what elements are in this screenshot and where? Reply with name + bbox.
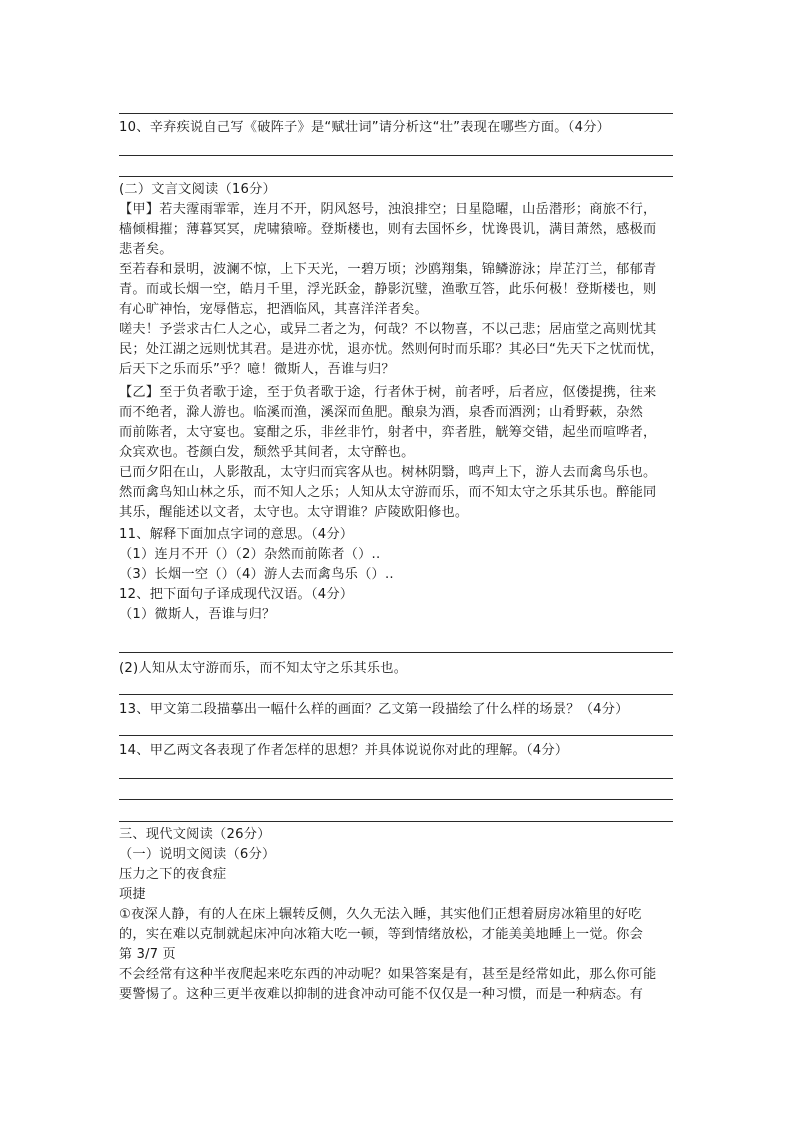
answer-line [119, 735, 673, 736]
passage-line: 然而禽鸟知山林之乐，而不知人之乐；人知从太守游而乐，而不知太守之乐其乐也。醉能同 [119, 485, 657, 500]
article-title: 压力之下的夜食症 [119, 867, 227, 882]
passage-line: 而不绝者，滁人游也。临溪而渔，溪深而鱼肥。酿泉为酒，泉香而酒洌；山肴野蔌，杂然 [119, 405, 644, 420]
passage-line: 众宾欢也。苍颜白发，颓然乎其间者，太守醉也。 [119, 445, 415, 460]
question-11-items-a: （1）连月不开（）（2）杂然而前陈者（）.. [119, 547, 381, 562]
question-12-sentence-2: (2)人知从太守游而乐，而不知太守之乐其乐也。 [119, 661, 408, 676]
passage-line: 有心旷神怡，宠辱偕忘，把酒临风，其喜洋洋者矣。 [119, 302, 429, 317]
exam-page [119, 0, 673, 1123]
page-number: 第 3/7 页 [119, 947, 176, 962]
answer-line [119, 799, 673, 800]
passage-line: 青。而或长烟一空，皓月千里，浮光跃金，静影沉璧，渔歌互答，此乐何极！登斯楼也，则 [119, 282, 657, 297]
passage-jia [119, 200, 673, 380]
answer-line [119, 176, 673, 177]
question-13: 13、甲文第二段描摹出一幅什么样的画面？乙文第一段描绘了什么样的场景？（4分） [119, 702, 629, 717]
section-heading-classical: (二）文言文阅读（16分） [119, 182, 277, 197]
answer-line [119, 694, 673, 695]
answer-line [119, 821, 673, 822]
question-11: 11、解释下面加点字词的意思。（4分） [119, 527, 354, 542]
question-12-sentence-1: （1）微斯人，吾谁与归？ [119, 607, 276, 622]
subsection-heading: （一）说明文阅读（6分） [119, 847, 276, 862]
article-paragraph-line: 要警惕了。这种三更半夜难以抑制的进食冲动可能不仅仅是一种习惯，而是一种病态。有 [119, 987, 644, 1002]
passage-line: 其乐，醒能述以文者，太守也。太守谓谁？庐陵欧阳修也。 [119, 505, 469, 520]
article-author: 项捷 [119, 887, 146, 902]
passage-line: 民；处江湖之远则忧其君。是进亦忧，退亦忧。然则何时而乐耶？其必曰“先天下之忧而忧， [119, 342, 664, 357]
passage-line: 【甲】若夫霪雨霏霏，连月不开，阴风怒号，浊浪排空；日星隐曜，山岳潜形；商旅不行， [119, 202, 657, 217]
article-paragraph-line: 的，实在难以克制就起床冲向冰箱大吃一顿，等到情绪放松，才能美美地睡上一觉。你会 [119, 927, 644, 942]
passage-line: 后天下之乐而乐”乎？噫！微斯人，吾谁与归？ [119, 362, 395, 377]
article-paragraph-line: 不会经常有这种半夜爬起来吃东西的冲动呢？如果答案是有，甚至是经常如此，那么你可能 [119, 967, 657, 982]
passage-line: 樯倾楫摧；薄暮冥冥，虎啸猿啼。登斯楼也，则有去国怀乡，忧谗畏讥，满目萧然，感极而 [119, 222, 657, 237]
questions-11-12 [119, 525, 673, 625]
question-12: 12、把下面句子译成现代汉语。（4分） [119, 587, 354, 602]
answer-line [119, 113, 673, 114]
modern-reading [119, 825, 673, 1005]
passage-line: 悲者矣。 [119, 242, 173, 257]
passage-line: 嗟夫！予尝求古仁人之心，或异二者之为，何哉？不以物喜，不以己悲；居庙堂之高则忧其 [119, 322, 657, 337]
answer-line [119, 778, 673, 779]
passage-line: 而前陈者，太守宴也。宴酣之乐，非丝非竹，射者中，弈者胜，觥筹交错，起坐而喧哗者， [119, 425, 657, 440]
passage-yi [119, 383, 673, 523]
question-11-items-b: （3）长烟一空（）（4）游人去而禽鸟乐（）.. [119, 567, 394, 582]
question-14: 14、甲乙两文各表现了作者怎样的思想？并具体说说你对此的理解。（4分） [119, 743, 569, 758]
answer-line [119, 652, 673, 653]
passage-line: 至若春和景明，波澜不惊，上下天光，一碧万顷；沙鸥翔集，锦鳞游泳；岸芷汀兰，郁郁青 [119, 262, 657, 277]
section-heading-modern: 三、现代文阅读（26分） [119, 827, 271, 842]
article-paragraph-line: ①夜深人静，有的人在床上辗转反侧，久久无法入睡，其实他们正想着厨房冰箱里的好吃 [119, 907, 642, 922]
passage-line: 【乙】至于负者歌于途，至于负者歌于途，行者休于树，前者呼，后者应，伛偻提携，往来 [119, 385, 657, 400]
question-10: 10、辛弃疾说自己写《破阵子》是“赋壮词”请分析这“壮”表现在哪些方面。（4分） [119, 120, 611, 135]
answer-line [119, 155, 673, 156]
passage-line: 已而夕阳在山，人影散乱，太守归而宾客从也。树林阴翳，鸣声上下，游人去而禽鸟乐也。 [119, 465, 657, 480]
